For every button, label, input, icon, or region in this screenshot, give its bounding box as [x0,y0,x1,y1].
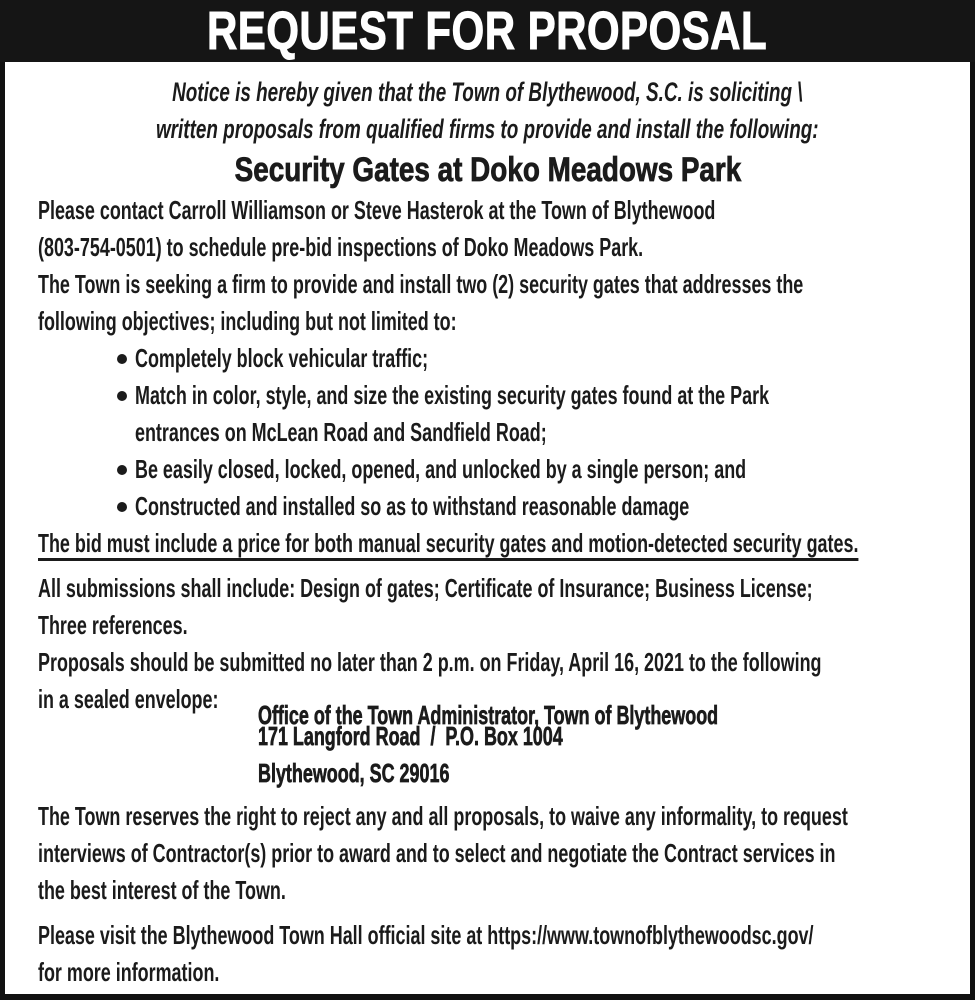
seeking-paragraph-line: following objectives; including but not limited to: [38,306,457,336]
website-paragraph-line: for more information. [38,957,220,987]
bullet-dot-icon [117,465,127,475]
bid-requirement-line: The bid must include a price for both manual security gates and motion-detected security gates. [38,528,859,558]
envelope-label: in a sealed envelope: [38,684,219,714]
deadline-paragraph-line: Proposals should be submitted no later than 2 p.m. on Friday, April 16, 2021 to the following [38,647,822,677]
intro-line: Notice is hereby given that the Town of Blythewood, S.C. is soliciting \ [172,77,803,107]
intro-line: written proposals from qualified firms to provide and install the following: [156,114,819,144]
address-line: 171 Langford Road / P.O. Box 1004 [258,721,563,751]
seeking-paragraph-line: The Town is seeking a firm to provide and install two (2) security gates that addresses the [38,269,804,299]
subject-heading: Security Gates at Doko Meadows Park [234,150,741,189]
reserves-paragraph-line: The Town reserves the right to reject any and all proposals, to waive any informality, to request [38,801,848,831]
reserves-paragraph-line: interviews of Contractor(s) prior to award and to select and negotiate the Contract services in [38,838,836,868]
deadline-envelope-line [5,681,970,730]
bullet-dot-icon [117,502,127,512]
notice-body-frame [0,62,975,1000]
intro-paragraph [5,62,970,148]
page-title: REQUEST FOR PROPOSAL [207,1,768,61]
bullet-dot-icon [117,354,127,364]
submissions-paragraph-line: All submissions shall include: Design of gates; Certificate of Insurance; Business License; [38,573,813,603]
bullet-item: Match in color, style, and size the existing security gates found at the Park [5,377,970,414]
contact-paragraph-line: Please contact Carroll Williamson or Steve Hasterok at the Town of Blythewood [38,195,716,225]
contact-paragraph-line: (803-754-0501) to schedule pre-bid inspections of Doko Meadows Park. [38,232,644,262]
bullet-item-continuation: entrances on McLean Road and Sandfield Road; [135,417,547,447]
bullet-item: Be easily closed, locked, opened, and unlocked by a single person; and [5,451,970,488]
bullet-item: Constructed and installed so as to withstand reasonable damage [5,488,970,525]
bullet-item: Completely block vehicular traffic; [5,340,970,377]
bullet-dot-icon [117,391,127,401]
reserves-paragraph-line: the best interest of the Town. [38,875,286,905]
address-line: Office of the Town Administrator, Town of Blythewood [258,699,719,730]
masthead-banner [0,0,975,62]
submissions-paragraph-line: Three references. [38,610,188,640]
address-line: Blythewood, SC 29016 [258,758,450,788]
website-paragraph-line: Please visit the Blythewood Town Hall official site at https://www.townofblythewoodsc.gov/ [38,920,814,950]
